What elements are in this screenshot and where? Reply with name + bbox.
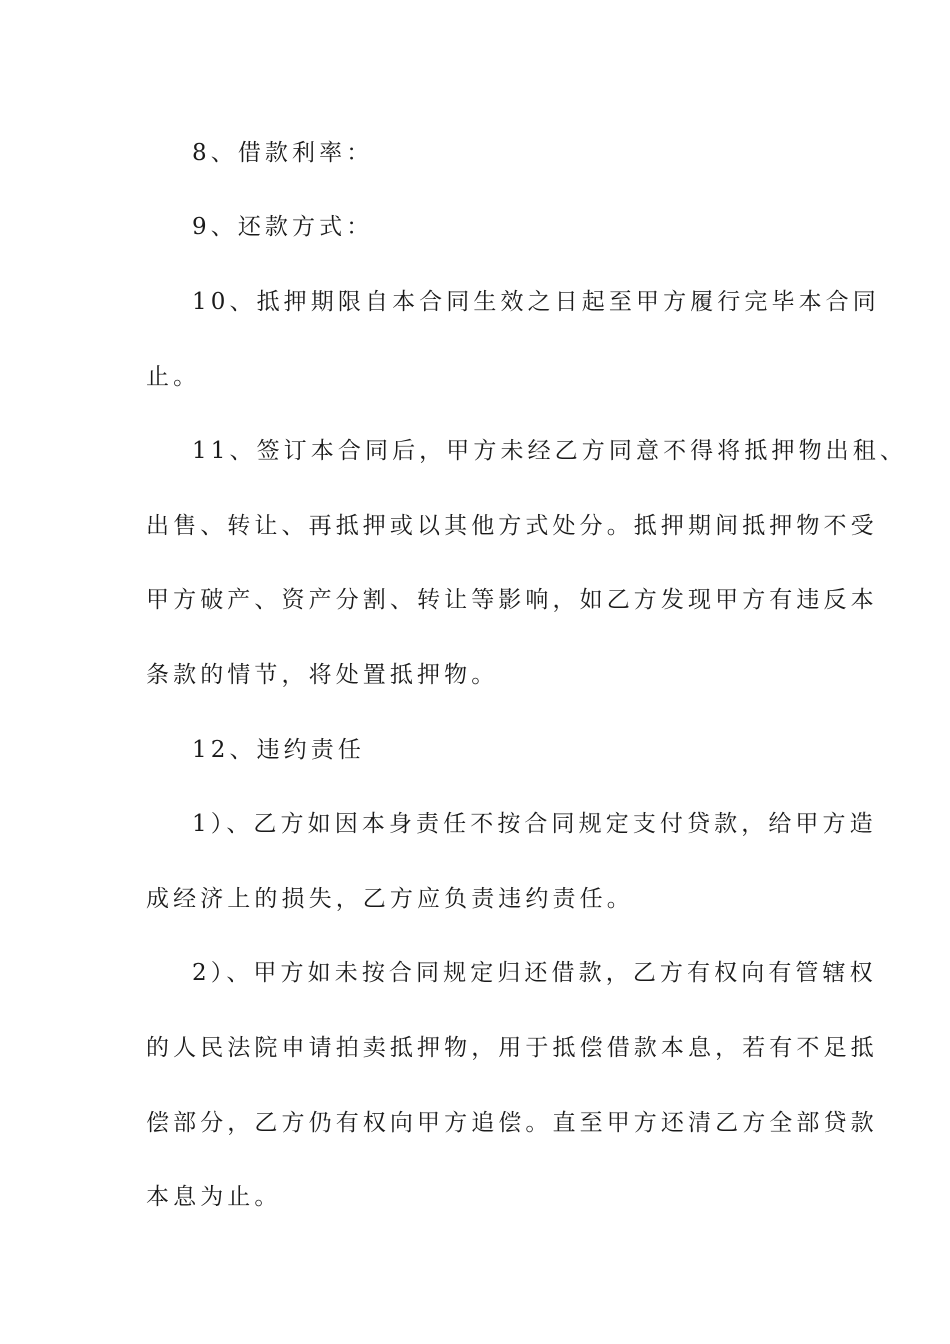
clause-12-2-line-4: 本息为止。 — [146, 1184, 282, 1210]
clause-12-1-line-2: 成经济上的损失，乙方应负责违约责任。 — [146, 886, 634, 912]
clause-12-2-line-1: 2）、甲方如未按合同规定归还借款，乙方有权向有管辖权 — [192, 960, 877, 986]
clause-12-2-line-2: 的人民法院申请拍卖抵押物，用于抵偿借款本息，若有不足抵 — [146, 1035, 878, 1061]
clause-11-line-2: 出售、转让、再抵押或以其他方式处分。抵押期间抵押物不受 — [146, 513, 878, 539]
clause-12-heading: 12、违约责任 — [192, 737, 365, 763]
clause-12-1-line-1: 1）、乙方如因本身责任不按合同规定支付贷款，给甲方造 — [192, 811, 877, 837]
clause-11-line-1: 11、签订本合同后，甲方未经乙方同意不得将抵押物出租、 — [192, 438, 907, 464]
clause-10-line-1: 10、抵押期限自本合同生效之日起至甲方履行完毕本合同 — [192, 289, 880, 315]
clause-11-line-3: 甲方破产、资产分割、转让等影响，如乙方发现甲方有违反本 — [146, 587, 878, 613]
clause-10-line-2: 止。 — [146, 364, 201, 390]
clause-9-line: 9、还款方式： — [192, 214, 374, 240]
clause-8-line: 8、借款利率： — [192, 140, 374, 166]
clause-12-2-line-3: 偿部分，乙方仍有权向甲方追偿。直至甲方还清乙方全部贷款 — [146, 1110, 878, 1136]
clause-11-line-4: 条款的情节，将处置抵押物。 — [146, 662, 499, 688]
